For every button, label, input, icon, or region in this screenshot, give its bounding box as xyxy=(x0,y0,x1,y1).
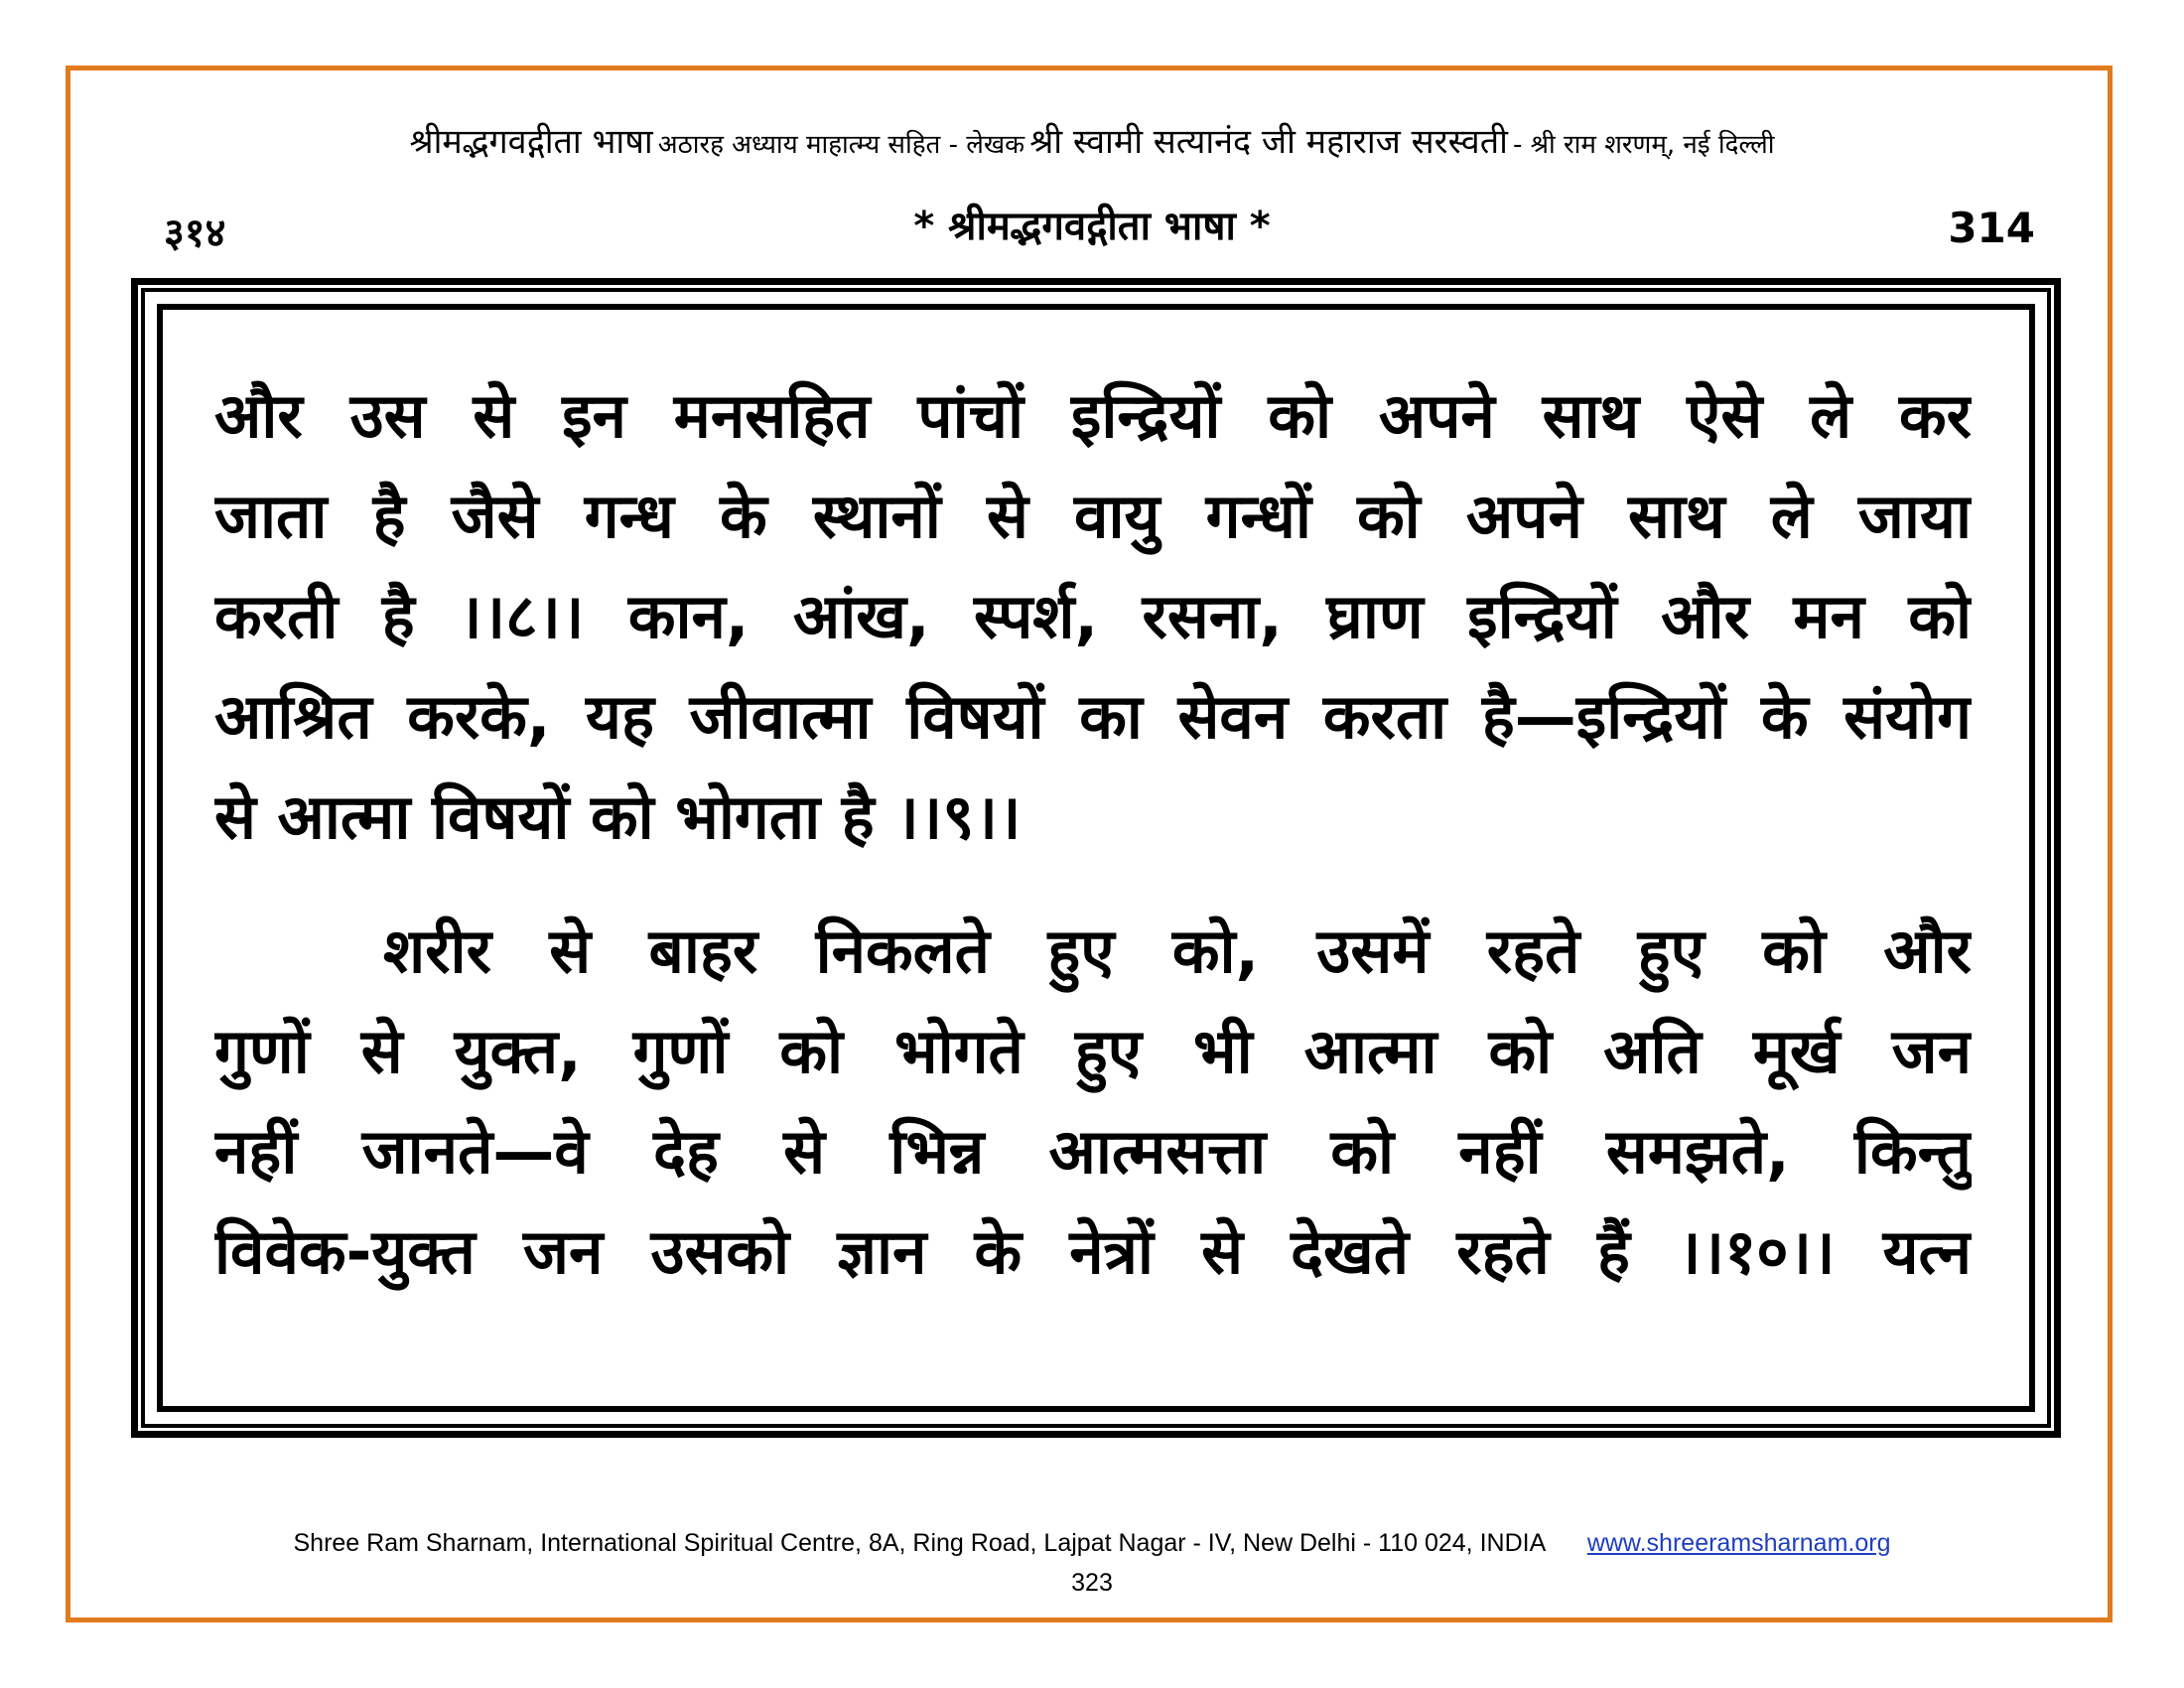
page-number-devanagari: ३१४ xyxy=(164,211,226,256)
text-line: आश्रित करके, यह जीवात्मा विषयों का सेवन करता है—इन्द्रियों के संयोग xyxy=(214,680,1972,753)
text-line: गुणों से युक्त, गुणों को भोगते हुए भी आत्मा को अति मूर्ख जन xyxy=(214,1015,1972,1087)
text-line: शरीर से बाहर निकलते हुए को, उसमें रहते हुए को और xyxy=(383,914,1972,987)
book-title: श्रीमद्भगवद्गीता भाषा xyxy=(409,122,653,162)
text-line: विवेक-युक्त जन उसको ज्ञान के नेत्रों से देखते रहते हैं ।।१०।। यत्न xyxy=(214,1215,1972,1288)
book-subtitle: अठारह अध्याय माहात्म्य सहित - लेखक xyxy=(657,130,1025,160)
page-number-arabic: 314 xyxy=(1948,204,2035,252)
text-line: नहीं जानते—वे देह से भिन्न आत्मसत्ता को नहीं समझते, किन्तु xyxy=(214,1115,1972,1188)
document-header xyxy=(66,117,2118,163)
text-line: और उस से इन मनसहित पांचों इन्द्रियों को अपने साथ ऐसे ले कर xyxy=(214,379,1972,452)
author-name: श्री स्वामी सत्यानंद जी महाराज सरस्वती xyxy=(1029,122,1508,162)
running-title: * श्रीमद्भगवद्गीता भाषा * xyxy=(913,204,1271,249)
publisher-name: - श्री राम शरणम्, नई दिल्ली xyxy=(1512,130,1775,160)
website-link[interactable]: www.shreeramsharnam.org xyxy=(1586,1529,1891,1557)
verse-text xyxy=(214,365,1972,1302)
text-line: से आत्मा विषयों को भोगता है ।।९।। xyxy=(214,780,1022,853)
pdf-page-number: 323 xyxy=(1071,1569,1113,1597)
text-line: जाता है जैसे गन्ध के स्थानों से वायु गन्धों को अपने साथ ले जाया xyxy=(214,480,1972,552)
footer xyxy=(0,1529,2184,1558)
footer-address: Shree Ram Sharnam, International Spiritual Centre, 8A, Ring Road, Lajpat Nagar - IV, New Delhi - 110 024, INDIA xyxy=(293,1529,1545,1557)
text-line: करती है ।।८।। कान, आंख, स्पर्श, रसना, घ्राण इन्द्रियों और मन को xyxy=(214,580,1972,652)
